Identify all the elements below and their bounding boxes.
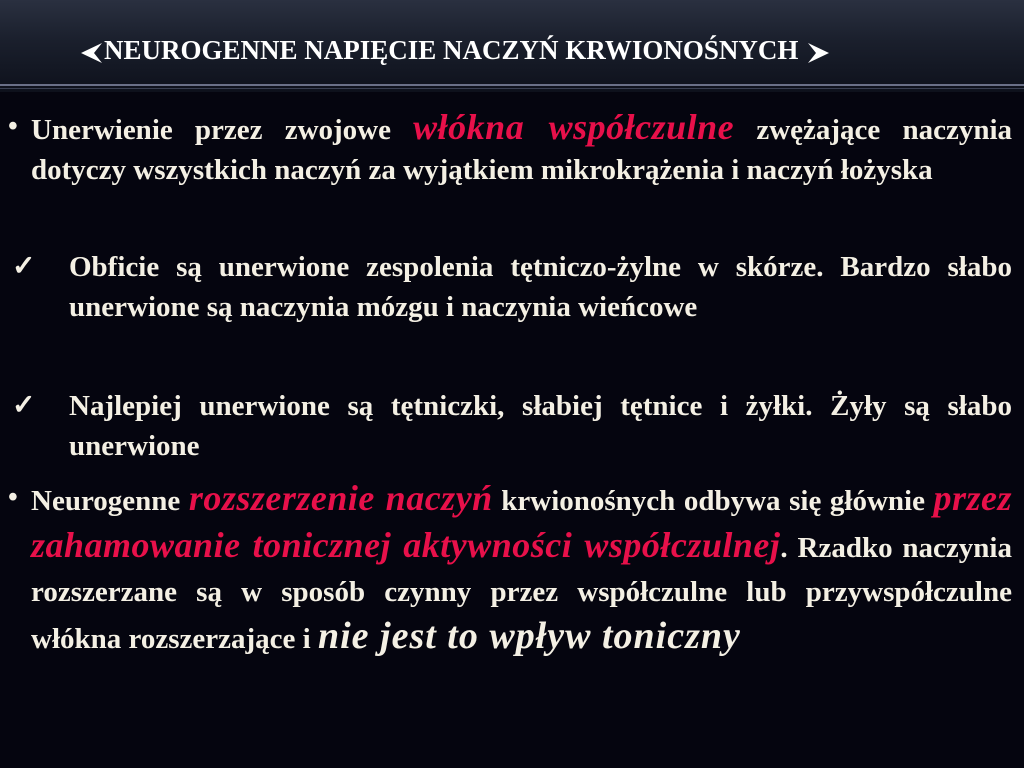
bullet1-text-after: zwężające naczynia dotyczy wszystkich naczyń za wyjątkiem mikrokrążenia i naczyń łożyska <box>31 114 1013 186</box>
bullet2-highlight-2: przez zahamowanie tonicznej aktywności współczulnej <box>31 478 1013 565</box>
slide-title: NEUROGENNE NAPIĘCIE NACZYŃ KRWIONOŚNYCH <box>104 35 799 65</box>
slide-title-row <box>78 33 1018 67</box>
check-paragraph-arterioles: Najlepiej unerwione są tętniczki, słabiej tętnice i żyłki. Żyły są słabo unerwione <box>69 390 1012 462</box>
bullet2-text-2: krwionośnych odbywa się głównie <box>492 485 934 517</box>
bullet-marker: • <box>8 111 18 142</box>
bullet2-emphasis: nie jest to wpływ toniczny <box>317 615 741 657</box>
checkmark-icon: ✓ <box>12 251 36 282</box>
title-divider-shadow <box>0 88 1024 89</box>
bullet-marker: • <box>8 482 18 513</box>
arrowhead-left-icon <box>78 41 104 65</box>
bullet1-text-before: Unerwienie przez zwojowe <box>31 114 414 146</box>
arrowhead-right-icon <box>806 41 832 65</box>
bullet2-text-3: . Rzadko naczynia rozszerzane są w sposób czynny przez współczulne lub przywspółczulne włókna rozszerzające i <box>31 532 1012 655</box>
bullet2-highlight-1: rozszerzenie naczyń <box>188 478 493 518</box>
checkmark-icon: ✓ <box>12 390 36 421</box>
bullet-paragraph-innervation <box>31 107 1012 190</box>
bullet1-highlight: włókna współczulne <box>413 107 735 147</box>
bullet2-text-1: Neurogenne <box>31 485 189 517</box>
title-divider <box>0 84 1024 86</box>
check-paragraph-anastomoses: Obficie są unerwione zespolenia tętniczo-żylne w skórze. Bardzo słabo unerwione są naczynia mózgu i naczynia wieńcowe <box>69 251 1012 323</box>
bullet-paragraph-vasodilation <box>31 476 1012 661</box>
